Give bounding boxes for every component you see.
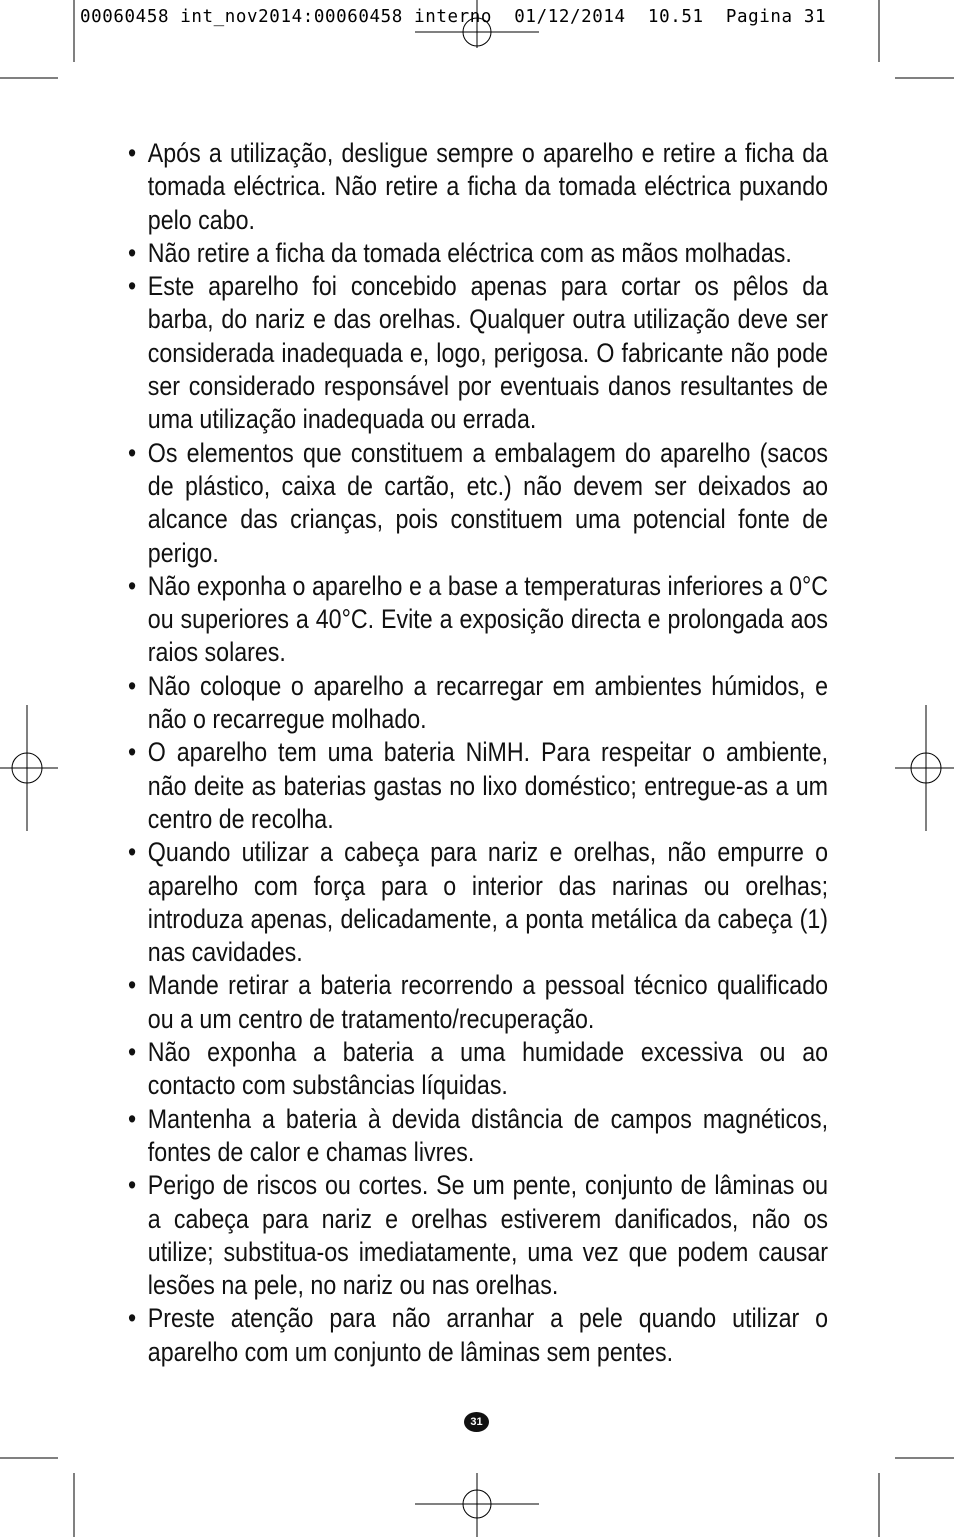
registration-mark-top [415, 0, 539, 48]
bullet-marker: • [128, 1037, 137, 1068]
registration-mark-bottom [415, 1473, 539, 1537]
instruction-text: Mantenha a bateria à devida distância de campos magnéticos, fontes de calor e chamas livres. [147, 1103, 829, 1167]
bullet-marker: • [128, 1303, 137, 1334]
instruction-text: Não coloque o aparelho a recarregar em ambientes húmidos, e não o recarregue molhado. [147, 670, 829, 735]
instruction-text: O aparelho tem uma bateria NiMH. Para respeitar o ambiente, não deite as baterias gastas no lixo doméstico; entregue-as a um centro de recolha. [147, 737, 829, 834]
registration-mark-right [895, 705, 954, 831]
instruction-text: Perigo de riscos ou cortes. Se um pente, conjunto de lâminas ou a cabeça para nariz e orelhas estiverem danificados, não os utilize; substitua-os imediatamente, uma vez que podem causar lesões na pele, no nariz ou nas orelhas. [147, 1170, 829, 1301]
bullet-marker: • [128, 570, 137, 601]
page-number-badge: 31 [464, 1412, 489, 1432]
instruction-text: Não exponha o aparelho e a base a temperaturas inferiores a 0°C ou superiores a 40°C. Evite a exposição directa e prolongada aos raios solares. [147, 570, 829, 668]
instruction-text: Quando utilizar a cabeça para nariz e orelhas, não empurre o aparelho com força para o interior das narinas ou orelhas; introduza apenas, delicadamente, a ponta metálica da cabeça (1) nas cavidades. [147, 837, 829, 968]
bullet-marker: • [128, 670, 137, 701]
registration-mark-left [0, 705, 58, 831]
bullet-marker: • [128, 737, 137, 768]
instruction-text: Não retire a ficha da tomada eléctrica com as mãos molhadas. [147, 237, 792, 268]
bullet-marker: • [128, 237, 137, 268]
bullet-marker: • [128, 1170, 137, 1201]
instruction-text: Não exponha a bateria a uma humidade excessiva ou ao contacto com substâncias líquidas. [147, 1037, 829, 1101]
instruction-text: Os elementos que constituem a embalagem do aparelho (sacos de plástico, caixa de cartão, etc.) não devem ser deixados ao alcance das crianças, pois constituem uma potencial fonte de perigo. [147, 437, 829, 568]
bullet-marker: • [128, 437, 137, 468]
instruction-text: Após a utilização, desligue sempre o aparelho e retire a ficha da tomada eléctrica. Não retire a ficha da tomada eléctrica puxando pelo cabo. [147, 138, 829, 235]
bullet-marker: • [128, 271, 137, 302]
bullet-marker: • [128, 970, 137, 1001]
instruction-text: Este aparelho foi concebido apenas para cortar os pêlos da barba, do nariz e das orelhas. Qualquer outra utilização deve ser considerada inadequada e, logo, perigosa. O fabricante não pode ser considerado responsável por eventuais danos resultantes de uma utilização inadequada ou errada. [147, 271, 829, 435]
bullet-marker: • [128, 837, 137, 868]
bullet-marker: • [128, 138, 137, 168]
print-slug-header: 00060458 int_nov2014:00060458 interno 01/12/2014 10.51 Pagina 31 [80, 7, 827, 27]
instruction-text: Preste atenção para não arranhar a pele quando utilizar o aparelho com um conjunto de lâminas sem pentes. [147, 1303, 829, 1367]
bullet-marker: • [128, 1103, 137, 1134]
instruction-text: Mande retirar a bateria recorrendo a pessoal técnico qualificado ou a um centro de tratamento/recuperação. [147, 970, 829, 1034]
